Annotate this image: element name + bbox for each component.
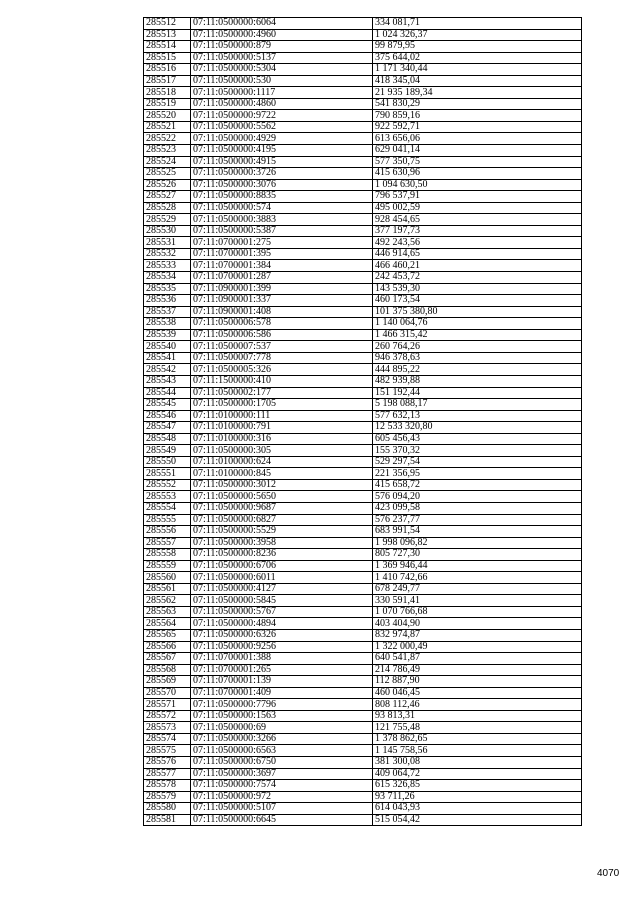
table-row bbox=[144, 29, 582, 41]
table-row bbox=[144, 526, 582, 538]
row-number-cell: 285546 bbox=[144, 410, 191, 422]
cadastral-value-cell: 381 300,08 bbox=[373, 757, 582, 769]
cadastral-value-cell: 928 454,65 bbox=[373, 214, 582, 226]
cadastral-value-cell: 805 727,30 bbox=[373, 549, 582, 561]
row-number-cell: 285515 bbox=[144, 52, 191, 64]
cadastral-value-cell: 260 764,26 bbox=[373, 341, 582, 353]
cadastral-number-cell: 07:11:0500007:778 bbox=[191, 352, 373, 364]
table-row bbox=[144, 791, 582, 803]
cadastral-value-cell: 808 112,46 bbox=[373, 699, 582, 711]
row-number-cell: 285525 bbox=[144, 168, 191, 180]
row-number-cell: 285569 bbox=[144, 676, 191, 688]
cadastral-number-cell: 07:11:0500000:4195 bbox=[191, 145, 373, 157]
table-row bbox=[144, 41, 582, 53]
cadastral-number-cell: 07:11:0500000:305 bbox=[191, 445, 373, 457]
row-number-cell: 285531 bbox=[144, 237, 191, 249]
cadastral-number-cell: 07:11:0500000:5767 bbox=[191, 606, 373, 618]
cadastral-number-cell: 07:11:0500000:8236 bbox=[191, 549, 373, 561]
cadastral-number-cell: 07:11:0700001:395 bbox=[191, 248, 373, 260]
row-number-cell: 285579 bbox=[144, 791, 191, 803]
cadastral-value-cell: 466 460,21 bbox=[373, 260, 582, 272]
table-row bbox=[144, 422, 582, 434]
table-row bbox=[144, 399, 582, 411]
cadastral-value-cell: 1 998 096,82 bbox=[373, 537, 582, 549]
row-number-cell: 285520 bbox=[144, 110, 191, 122]
cadastral-value-cell: 1 140 064,76 bbox=[373, 318, 582, 330]
row-number-cell: 285551 bbox=[144, 468, 191, 480]
cadastral-value-cell: 1 369 946,44 bbox=[373, 560, 582, 572]
cadastral-value-cell: 221 356,95 bbox=[373, 468, 582, 480]
cadastral-number-cell: 07:11:0100000:624 bbox=[191, 456, 373, 468]
cadastral-value-cell: 121 755,48 bbox=[373, 722, 582, 734]
row-number-cell: 285538 bbox=[144, 318, 191, 330]
row-number-cell: 285516 bbox=[144, 64, 191, 76]
table-row bbox=[144, 145, 582, 157]
cadastral-value-cell: 409 064,72 bbox=[373, 768, 582, 780]
cadastral-value-cell: 330 591,41 bbox=[373, 595, 582, 607]
table-row bbox=[144, 110, 582, 122]
row-number-cell: 285543 bbox=[144, 375, 191, 387]
table-row bbox=[144, 768, 582, 780]
row-number-cell: 285535 bbox=[144, 283, 191, 295]
table-row bbox=[144, 179, 582, 191]
table-row bbox=[144, 237, 582, 249]
row-number-cell: 285521 bbox=[144, 121, 191, 133]
table-row bbox=[144, 121, 582, 133]
cadastral-number-cell: 07:11:0500000:5137 bbox=[191, 52, 373, 64]
row-number-cell: 285559 bbox=[144, 560, 191, 572]
page-number: 4070 bbox=[597, 868, 620, 879]
cadastral-number-cell: 07:11:0500000:4929 bbox=[191, 133, 373, 145]
cadastral-number-cell: 07:11:0500000:4960 bbox=[191, 29, 373, 41]
cadastral-value-cell: 460 173,54 bbox=[373, 295, 582, 307]
table-row bbox=[144, 537, 582, 549]
cadastral-number-cell: 07:11:0900001:337 bbox=[191, 295, 373, 307]
row-number-cell: 285544 bbox=[144, 387, 191, 399]
table-row bbox=[144, 260, 582, 272]
table-row bbox=[144, 583, 582, 595]
row-number-cell: 285580 bbox=[144, 803, 191, 815]
cadastral-number-cell: 07:11:0500000:6645 bbox=[191, 814, 373, 826]
row-number-cell: 285517 bbox=[144, 75, 191, 87]
row-number-cell: 285558 bbox=[144, 549, 191, 561]
cadastral-value-cell: 576 094,20 bbox=[373, 491, 582, 503]
cadastral-value-cell: 334 081,71 bbox=[373, 18, 582, 30]
row-number-cell: 285540 bbox=[144, 341, 191, 353]
cadastral-value-cell: 1 171 340,44 bbox=[373, 64, 582, 76]
cadastral-value-cell: 577 632,13 bbox=[373, 410, 582, 422]
table-row bbox=[144, 745, 582, 757]
row-number-cell: 285560 bbox=[144, 572, 191, 584]
row-number-cell: 285530 bbox=[144, 225, 191, 237]
cadastral-number-cell: 07:11:0500000:5529 bbox=[191, 526, 373, 538]
cadastral-value-cell: 832 974,87 bbox=[373, 629, 582, 641]
row-number-cell: 285526 bbox=[144, 179, 191, 191]
cadastral-number-cell: 07:11:0500000:879 bbox=[191, 41, 373, 53]
cadastral-value-cell: 418 345,04 bbox=[373, 75, 582, 87]
cadastral-number-cell: 07:11:0500000:7796 bbox=[191, 699, 373, 711]
table-row bbox=[144, 595, 582, 607]
row-number-cell: 285578 bbox=[144, 780, 191, 792]
cadastral-number-cell: 07:11:1500000:410 bbox=[191, 375, 373, 387]
table-row bbox=[144, 445, 582, 457]
cadastral-number-cell: 07:11:0700001:388 bbox=[191, 653, 373, 665]
row-number-cell: 285568 bbox=[144, 664, 191, 676]
row-number-cell: 285574 bbox=[144, 733, 191, 745]
cadastral-number-cell: 07:11:0900001:399 bbox=[191, 283, 373, 295]
row-number-cell: 285567 bbox=[144, 653, 191, 665]
row-number-cell: 285566 bbox=[144, 641, 191, 653]
table-row bbox=[144, 191, 582, 203]
row-number-cell: 285572 bbox=[144, 710, 191, 722]
table-row bbox=[144, 272, 582, 284]
row-number-cell: 285541 bbox=[144, 352, 191, 364]
row-number-cell: 285564 bbox=[144, 618, 191, 630]
table-row bbox=[144, 341, 582, 353]
cadastral-number-cell: 07:11:0500000:530 bbox=[191, 75, 373, 87]
cadastral-number-cell: 07:11:0500002:177 bbox=[191, 387, 373, 399]
table-row bbox=[144, 676, 582, 688]
row-number-cell: 285570 bbox=[144, 687, 191, 699]
row-number-cell: 285571 bbox=[144, 699, 191, 711]
row-number-cell: 285513 bbox=[144, 29, 191, 41]
table-row bbox=[144, 364, 582, 376]
cadastral-number-cell: 07:11:0500000:9722 bbox=[191, 110, 373, 122]
table-row bbox=[144, 733, 582, 745]
cadastral-number-cell: 07:11:0700001:265 bbox=[191, 664, 373, 676]
table-row bbox=[144, 757, 582, 769]
row-number-cell: 285555 bbox=[144, 514, 191, 526]
row-number-cell: 285577 bbox=[144, 768, 191, 780]
cadastral-number-cell: 07:11:0500000:6563 bbox=[191, 745, 373, 757]
table-row bbox=[144, 18, 582, 30]
table-row bbox=[144, 549, 582, 561]
row-number-cell: 285519 bbox=[144, 98, 191, 110]
table-row bbox=[144, 699, 582, 711]
table-row bbox=[144, 202, 582, 214]
row-number-cell: 285536 bbox=[144, 295, 191, 307]
row-number-cell: 285552 bbox=[144, 479, 191, 491]
cadastral-value-cell: 613 656,06 bbox=[373, 133, 582, 145]
cadastral-value-cell: 151 192,44 bbox=[373, 387, 582, 399]
row-number-cell: 285524 bbox=[144, 156, 191, 168]
cadastral-number-cell: 07:11:0500000:9256 bbox=[191, 641, 373, 653]
cadastral-number-cell: 07:11:0500000:1705 bbox=[191, 399, 373, 411]
cadastral-value-cell: 640 541,87 bbox=[373, 653, 582, 665]
cadastral-number-cell: 07:11:0500006:586 bbox=[191, 329, 373, 341]
cadastral-number-cell: 07:11:0500007:537 bbox=[191, 341, 373, 353]
cadastral-value-cell: 21 935 189,34 bbox=[373, 87, 582, 99]
cadastral-number-cell: 07:11:0500000:6326 bbox=[191, 629, 373, 641]
cadastral-value-cell: 541 830,29 bbox=[373, 98, 582, 110]
cadastral-number-cell: 07:11:0500000:4127 bbox=[191, 583, 373, 595]
cadastral-number-cell: 07:11:0500005:326 bbox=[191, 364, 373, 376]
cadastral-value-cell: 155 370,32 bbox=[373, 445, 582, 457]
cadastral-number-cell: 07:11:0500000:5107 bbox=[191, 803, 373, 815]
row-number-cell: 285581 bbox=[144, 814, 191, 826]
row-number-cell: 285575 bbox=[144, 745, 191, 757]
cadastral-value-cell: 1 378 862,65 bbox=[373, 733, 582, 745]
cadastral-number-cell: 07:11:0500000:3726 bbox=[191, 168, 373, 180]
table-row bbox=[144, 410, 582, 422]
cadastral-number-cell: 07:11:0700001:409 bbox=[191, 687, 373, 699]
cadastral-value-cell: 1 024 326,37 bbox=[373, 29, 582, 41]
cadastral-number-cell: 07:11:0500000:4894 bbox=[191, 618, 373, 630]
cadastral-value-cell: 1 070 766,68 bbox=[373, 606, 582, 618]
cadastral-value-cell: 1 145 758,56 bbox=[373, 745, 582, 757]
table-row bbox=[144, 375, 582, 387]
cadastral-value-cell: 615 326,85 bbox=[373, 780, 582, 792]
row-number-cell: 285533 bbox=[144, 260, 191, 272]
table-row bbox=[144, 641, 582, 653]
cadastral-value-cell: 446 914,65 bbox=[373, 248, 582, 260]
row-number-cell: 285549 bbox=[144, 445, 191, 457]
row-number-cell: 285534 bbox=[144, 272, 191, 284]
row-number-cell: 285537 bbox=[144, 306, 191, 318]
cadastral-value-cell: 415 630,96 bbox=[373, 168, 582, 180]
row-number-cell: 285556 bbox=[144, 526, 191, 538]
cadastral-number-cell: 07:11:0500000:5562 bbox=[191, 121, 373, 133]
cadastral-value-cell: 629 041,14 bbox=[373, 145, 582, 157]
cadastral-value-cell: 99 879,95 bbox=[373, 41, 582, 53]
row-number-cell: 285563 bbox=[144, 606, 191, 618]
table-row bbox=[144, 664, 582, 676]
cadastral-value-cell: 1 322 000,49 bbox=[373, 641, 582, 653]
cadastral-value-cell: 577 350,75 bbox=[373, 156, 582, 168]
row-number-cell: 285522 bbox=[144, 133, 191, 145]
table-row bbox=[144, 618, 582, 630]
cadastral-value-cell: 1 466 315,42 bbox=[373, 329, 582, 341]
cadastral-value-cell: 495 002,59 bbox=[373, 202, 582, 214]
cadastral-value-cell: 614 043,93 bbox=[373, 803, 582, 815]
table-row bbox=[144, 75, 582, 87]
cadastral-number-cell: 07:11:0500000:3958 bbox=[191, 537, 373, 549]
table-row bbox=[144, 780, 582, 792]
row-number-cell: 285553 bbox=[144, 491, 191, 503]
row-number-cell: 285547 bbox=[144, 422, 191, 434]
cadastral-number-cell: 07:11:0500000:6706 bbox=[191, 560, 373, 572]
row-number-cell: 285523 bbox=[144, 145, 191, 157]
cadastral-number-cell: 07:11:0500000:6750 bbox=[191, 757, 373, 769]
cadastral-number-cell: 07:11:0500000:3883 bbox=[191, 214, 373, 226]
cadastral-value-cell: 576 237,77 bbox=[373, 514, 582, 526]
table-row bbox=[144, 606, 582, 618]
table-row bbox=[144, 560, 582, 572]
row-number-cell: 285514 bbox=[144, 41, 191, 53]
cadastral-number-cell: 07:11:0500000:574 bbox=[191, 202, 373, 214]
table-row bbox=[144, 329, 582, 341]
row-number-cell: 285518 bbox=[144, 87, 191, 99]
row-number-cell: 285527 bbox=[144, 191, 191, 203]
cadastral-value-table bbox=[143, 17, 582, 826]
cadastral-value-cell: 796 537,91 bbox=[373, 191, 582, 203]
table-row bbox=[144, 133, 582, 145]
table-row bbox=[144, 306, 582, 318]
row-number-cell: 285561 bbox=[144, 583, 191, 595]
table-row bbox=[144, 387, 582, 399]
cadastral-value-cell: 93 813,31 bbox=[373, 710, 582, 722]
cadastral-value-cell: 415 658,72 bbox=[373, 479, 582, 491]
cadastral-value-cell: 242 453,72 bbox=[373, 272, 582, 284]
table-row bbox=[144, 225, 582, 237]
table-row bbox=[144, 572, 582, 584]
table-row bbox=[144, 514, 582, 526]
cadastral-number-cell: 07:11:0500000:4915 bbox=[191, 156, 373, 168]
table-row bbox=[144, 687, 582, 699]
table-row bbox=[144, 87, 582, 99]
cadastral-number-cell: 07:11:0500000:6064 bbox=[191, 18, 373, 30]
table-row bbox=[144, 803, 582, 815]
table-row bbox=[144, 629, 582, 641]
cadastral-number-cell: 07:11:0100000:791 bbox=[191, 422, 373, 434]
row-number-cell: 285554 bbox=[144, 502, 191, 514]
table-row bbox=[144, 468, 582, 480]
cadastral-value-cell: 1 094 630,50 bbox=[373, 179, 582, 191]
cadastral-number-cell: 07:11:0500000:3266 bbox=[191, 733, 373, 745]
row-number-cell: 285576 bbox=[144, 757, 191, 769]
cadastral-number-cell: 07:11:0500000:1117 bbox=[191, 87, 373, 99]
table-row bbox=[144, 283, 582, 295]
row-number-cell: 285545 bbox=[144, 399, 191, 411]
table-row bbox=[144, 352, 582, 364]
row-number-cell: 285528 bbox=[144, 202, 191, 214]
table-row bbox=[144, 491, 582, 503]
cadastral-value-cell: 946 378,63 bbox=[373, 352, 582, 364]
cadastral-value-cell: 214 786,49 bbox=[373, 664, 582, 676]
table-row bbox=[144, 52, 582, 64]
cadastral-value-cell: 375 644,02 bbox=[373, 52, 582, 64]
cadastral-value-cell: 12 533 320,80 bbox=[373, 422, 582, 434]
table-row bbox=[144, 168, 582, 180]
row-number-cell: 285529 bbox=[144, 214, 191, 226]
row-number-cell: 285557 bbox=[144, 537, 191, 549]
cadastral-value-cell: 790 859,16 bbox=[373, 110, 582, 122]
cadastral-number-cell: 07:11:0500000:5845 bbox=[191, 595, 373, 607]
cadastral-value-cell: 423 099,58 bbox=[373, 502, 582, 514]
cadastral-value-cell: 143 539,30 bbox=[373, 283, 582, 295]
cadastral-number-cell: 07:11:0500000:5304 bbox=[191, 64, 373, 76]
cadastral-value-cell: 460 046,45 bbox=[373, 687, 582, 699]
table-row bbox=[144, 318, 582, 330]
cadastral-value-cell: 377 197,73 bbox=[373, 225, 582, 237]
cadastral-number-cell: 07:11:0500006:578 bbox=[191, 318, 373, 330]
cadastral-number-cell: 07:11:0100000:845 bbox=[191, 468, 373, 480]
cadastral-number-cell: 07:11:0500000:8835 bbox=[191, 191, 373, 203]
row-number-cell: 285512 bbox=[144, 18, 191, 30]
cadastral-value-cell: 492 243,56 bbox=[373, 237, 582, 249]
row-number-cell: 285548 bbox=[144, 433, 191, 445]
table-row bbox=[144, 502, 582, 514]
table-row bbox=[144, 479, 582, 491]
row-number-cell: 285539 bbox=[144, 329, 191, 341]
table-row bbox=[144, 653, 582, 665]
table-row bbox=[144, 456, 582, 468]
cadastral-number-cell: 07:11:0700001:139 bbox=[191, 676, 373, 688]
table-row bbox=[144, 64, 582, 76]
cadastral-number-cell: 07:11:0500000:69 bbox=[191, 722, 373, 734]
row-number-cell: 285550 bbox=[144, 456, 191, 468]
cadastral-number-cell: 07:11:0500000:972 bbox=[191, 791, 373, 803]
cadastral-value-cell: 444 895,22 bbox=[373, 364, 582, 376]
cadastral-number-cell: 07:11:0700001:287 bbox=[191, 272, 373, 284]
cadastral-number-cell: 07:11:0500000:7574 bbox=[191, 780, 373, 792]
cadastral-number-cell: 07:11:0900001:408 bbox=[191, 306, 373, 318]
table-row bbox=[144, 214, 582, 226]
table-row bbox=[144, 295, 582, 307]
cadastral-value-cell: 112 887,90 bbox=[373, 676, 582, 688]
table-row bbox=[144, 814, 582, 826]
cadastral-number-cell: 07:11:0500000:6011 bbox=[191, 572, 373, 584]
cadastral-value-cell: 1 410 742,66 bbox=[373, 572, 582, 584]
cadastral-number-cell: 07:11:0500000:6827 bbox=[191, 514, 373, 526]
row-number-cell: 285532 bbox=[144, 248, 191, 260]
table-body bbox=[144, 18, 582, 826]
cadastral-number-cell: 07:11:0100000:316 bbox=[191, 433, 373, 445]
cadastral-number-cell: 07:11:0500000:3076 bbox=[191, 179, 373, 191]
table-row bbox=[144, 722, 582, 734]
cadastral-value-cell: 678 249,77 bbox=[373, 583, 582, 595]
cadastral-number-cell: 07:11:0500000:3697 bbox=[191, 768, 373, 780]
cadastral-number-cell: 07:11:0500000:1563 bbox=[191, 710, 373, 722]
cadastral-value-cell: 529 297,54 bbox=[373, 456, 582, 468]
cadastral-value-cell: 482 939,88 bbox=[373, 375, 582, 387]
cadastral-value-cell: 5 198 088,17 bbox=[373, 399, 582, 411]
table-row bbox=[144, 156, 582, 168]
cadastral-value-cell: 605 456,43 bbox=[373, 433, 582, 445]
row-number-cell: 285562 bbox=[144, 595, 191, 607]
row-number-cell: 285573 bbox=[144, 722, 191, 734]
cadastral-number-cell: 07:11:0700001:384 bbox=[191, 260, 373, 272]
cadastral-number-cell: 07:11:0100000:111 bbox=[191, 410, 373, 422]
table-row bbox=[144, 433, 582, 445]
cadastral-value-cell: 515 054,42 bbox=[373, 814, 582, 826]
cadastral-value-cell: 93 711,26 bbox=[373, 791, 582, 803]
row-number-cell: 285542 bbox=[144, 364, 191, 376]
cadastral-number-cell: 07:11:0500000:4860 bbox=[191, 98, 373, 110]
cadastral-value-cell: 683 991,54 bbox=[373, 526, 582, 538]
table-row bbox=[144, 248, 582, 260]
cadastral-number-cell: 07:11:0500000:5650 bbox=[191, 491, 373, 503]
cadastral-number-cell: 07:11:0500000:9687 bbox=[191, 502, 373, 514]
cadastral-number-cell: 07:11:0700001:275 bbox=[191, 237, 373, 249]
cadastral-value-cell: 403 404,90 bbox=[373, 618, 582, 630]
cadastral-number-cell: 07:11:0500000:5387 bbox=[191, 225, 373, 237]
cadastral-number-cell: 07:11:0500000:3012 bbox=[191, 479, 373, 491]
cadastral-value-cell: 922 592,71 bbox=[373, 121, 582, 133]
row-number-cell: 285565 bbox=[144, 629, 191, 641]
table-row bbox=[144, 98, 582, 110]
cadastral-value-cell: 101 375 380,80 bbox=[373, 306, 582, 318]
table-row bbox=[144, 710, 582, 722]
